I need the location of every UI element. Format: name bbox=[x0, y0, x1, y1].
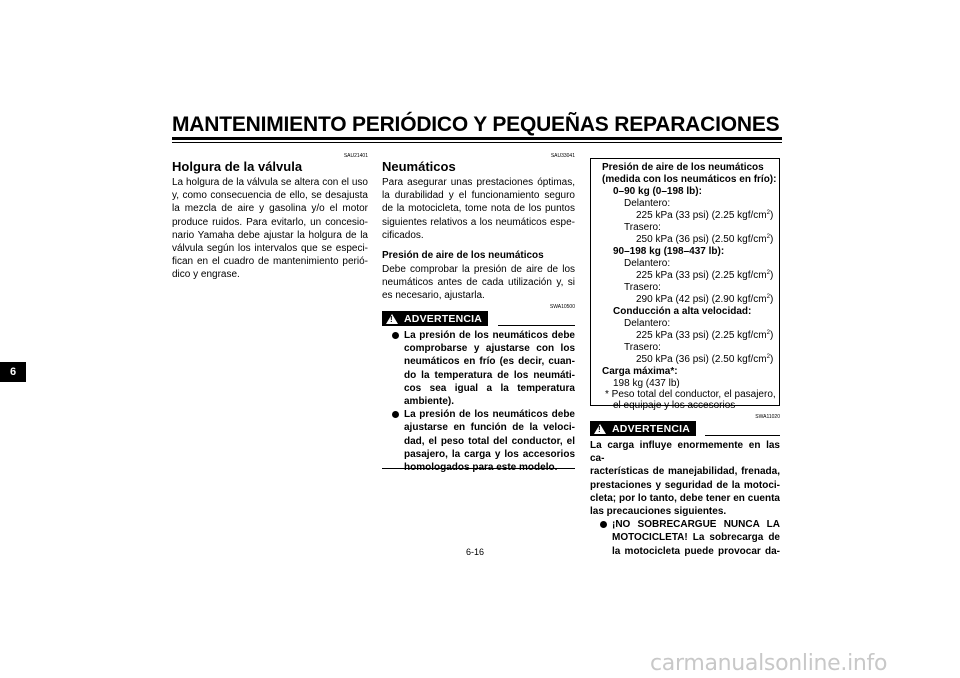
valve-clearance-paragraph: La holgura de la válvula se altera con el uso y, como consecuencia de ello, se desajusta la mezcla de aire y gasolina y/o el motor produce ruidos. Para evitarlo, un concesio- nario Yamaha debe ajustar la holgura de la válvula según los intervalos que se especi- fican en el cuadro de mantenimiento perió- dico y engrase. bbox=[172, 177, 368, 281]
tire-pressure-paragraph: Debe comprobar la presión de aire de los neumáticos antes de cada utilización y, si es necesario, ajustarla. bbox=[382, 264, 575, 302]
header-rule-thick bbox=[172, 137, 782, 140]
warning-triangle-icon: ! bbox=[594, 424, 606, 434]
tires-intro-paragraph: Para asegurar unas prestaciones óptimas, la durabilidad y el funcionamiento seguro de la motocicleta, tome nota de los puntos siguientes relativos a los neumáticos espe- cificados. bbox=[382, 177, 575, 241]
spec-footnote: * Peso total del conductor, el pasajero, bbox=[605, 389, 776, 400]
spec-value: 225 kPa (33 psi) (2.25 kgf/$cm^2$) bbox=[636, 210, 774, 221]
spec-rear-label: Trasero: bbox=[624, 222, 661, 233]
chapter-tab: 6 bbox=[0, 362, 26, 382]
spec-value: 250 kPa (36 psi) (2.50 kgf/$cm^2$) bbox=[636, 354, 774, 365]
spec-front-label: Delantero: bbox=[624, 198, 671, 209]
spec-heading: Presión de aire de los neumáticos bbox=[602, 162, 764, 173]
warning-code: SWA11020 bbox=[755, 414, 780, 420]
page-header-title: MANTENIMIENTO PERIÓDICO Y PEQUEÑAS REPARACIONES bbox=[172, 113, 780, 136]
section-code: SAU33041 bbox=[550, 153, 575, 159]
spec-front-label: Delantero: bbox=[624, 318, 671, 329]
spec-heading: (medida con los neumáticos en frío): bbox=[602, 174, 777, 185]
spec-load-range: 90–198 kg (198–437 lb): bbox=[613, 246, 725, 257]
spec-value: 225 kPa (33 psi) (2.25 kgf/$cm^2$) bbox=[636, 330, 774, 341]
warning-triangle-icon: ! bbox=[386, 314, 398, 324]
list-item: La presión de los neumáticos debe comprobarse y ajustarse con los neumáticos en frío (es decir, cuan- do la temperatura de los neumáti- cos sea igual a la temperatura ambiente). bbox=[382, 329, 575, 408]
warning-code: SWA10500 bbox=[549, 304, 575, 310]
spec-value: 290 kPa (42 psi) (2.90 kgf/$cm^2$) bbox=[636, 294, 774, 305]
warning-rule bbox=[705, 435, 780, 436]
spec-load-range: 0–90 kg (0–198 lb): bbox=[613, 186, 702, 197]
spec-value: 250 kPa (36 psi) (2.50 kgf/$cm^2$) bbox=[636, 234, 774, 245]
warning-label: ADVERTENCIA bbox=[612, 422, 691, 435]
subsection-title-tire-pressure: Presión de aire de los neumáticos bbox=[382, 250, 544, 261]
section-code: SAU21401 bbox=[343, 153, 368, 159]
section-title-valve-clearance: Holgura de la válvula bbox=[172, 159, 303, 174]
spec-max-load-label: Carga máxima*: bbox=[602, 366, 678, 377]
page-number: 6-16 bbox=[466, 547, 485, 557]
spec-max-load-value: 198 kg (437 lb) bbox=[613, 378, 680, 389]
section-title-tires: Neumáticos bbox=[382, 159, 456, 174]
warning-end-rule bbox=[382, 468, 575, 469]
load-warning-paragraph: La carga influye enormemente en las ca- racterísticas de manejabilidad, frenada, prestaciones y seguridad de la motoci- cleta; por lo tanto, debe tener en cuenta las precauciones siguientes. ¡NO SOBRECARGUE NUNCA LA MOTOCICLETA! La sobrecarga de la motocicleta puede provocar da- bbox=[590, 440, 780, 557]
header-rule-thin bbox=[172, 142, 782, 143]
tire-pressure-spec-box bbox=[590, 158, 780, 411]
warning-bullet-list bbox=[382, 329, 575, 474]
bullet-icon bbox=[392, 332, 399, 339]
spec-value: 225 kPa (33 psi) (2.25 kgf/$cm^2$) bbox=[636, 270, 774, 281]
spec-high-speed: Conducción a alta velocidad: bbox=[613, 306, 752, 317]
spec-rear-label: Trasero: bbox=[624, 282, 661, 293]
list-item: La presión de los neumáticos debe ajustarse en función de la veloci- dad, el peso total del conductor, el pasajero, la carga y los accesorios bbox=[382, 408, 575, 474]
warning-badge bbox=[590, 421, 696, 436]
spec-front-label: Delantero: bbox=[624, 258, 671, 269]
watermark: carmanualsonline.info bbox=[650, 651, 888, 676]
list-item: ¡NO SOBRECARGUE NUNCA LA MOTOCICLETA! La sobrecarga de la motocicleta puede provocar da- bbox=[590, 518, 780, 558]
bullet-icon bbox=[392, 411, 399, 418]
spec-rear-label: Trasero: bbox=[624, 342, 661, 353]
warning-label: ADVERTENCIA bbox=[404, 312, 483, 325]
warning-badge bbox=[382, 311, 488, 326]
spec-footnote: el equipaje y los accesorios bbox=[613, 400, 736, 411]
bullet-icon bbox=[600, 521, 607, 528]
warning-rule bbox=[498, 325, 575, 326]
